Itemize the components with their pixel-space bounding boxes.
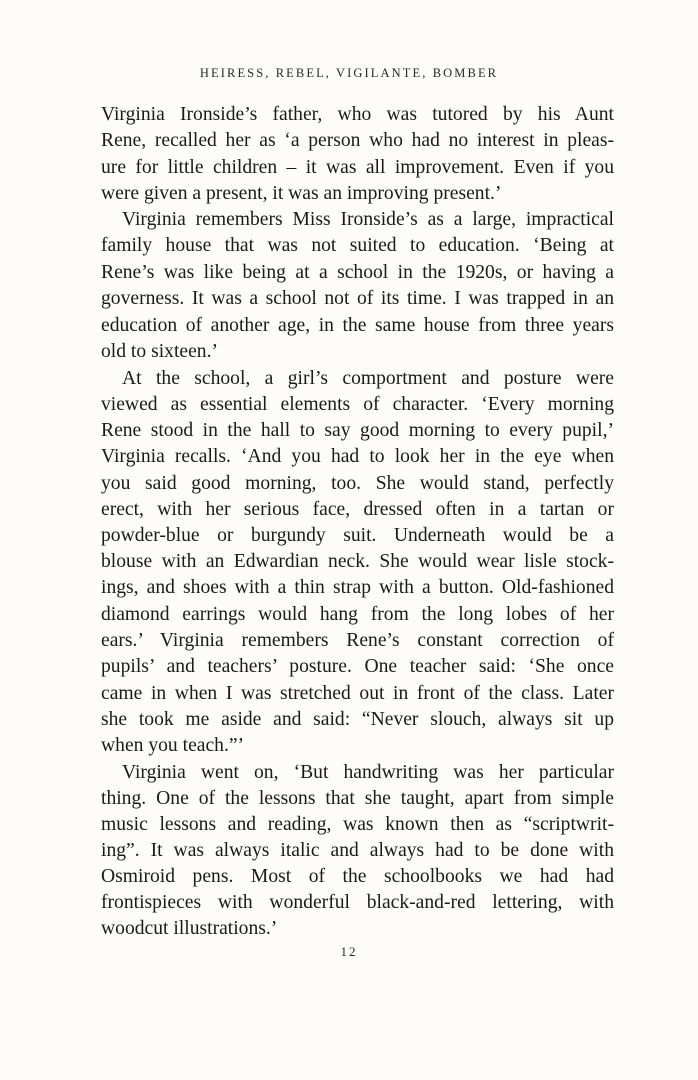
text-line: music lessons and reading, was known then as “scriptwrit- [101, 814, 614, 835]
text-line: Virginia went on, ‘But handwriting was her particular [122, 762, 614, 783]
text-line: ing”. It was always italic and always had to be done with [101, 840, 614, 861]
text-line: Rene’s was like being at a school in the 1920s, or having a [101, 262, 614, 283]
text-line: Virginia Ironside’s father, who was tutored by his Aunt [101, 104, 614, 125]
text-line: when you teach.”’ [101, 735, 245, 756]
text-line: she took me aside and said: “Never slouch, always sit up [101, 709, 614, 730]
text-line: family house that was not suited to education. ‘Being at [101, 235, 614, 256]
text-line: erect, with her serious face, dressed often in a tartan or [101, 499, 614, 520]
text-line: diamond earrings would hang from the long lobes of her [101, 604, 614, 625]
text-line: Rene stood in the hall to say good morning to every pupil,’ [101, 420, 614, 441]
text-line: ings, and shoes with a thin strap with a button. Old-fashioned [101, 577, 614, 598]
text-line: powder-blue or burgundy suit. Underneath would be a [101, 525, 614, 546]
text-line: thing. One of the lessons that she taught, apart from simple [101, 788, 614, 809]
text-line: came in when I was stretched out in front of the class. Later [101, 683, 614, 704]
text-line: viewed as essential elements of character. ‘Every morning [101, 394, 614, 415]
text-line: governess. It was a school not of its time. I was trapped in an [101, 288, 614, 309]
text-line: woodcut illustrations.’ [101, 918, 278, 939]
text-line: Virginia recalls. ‘And you had to look her in the eye when [101, 446, 614, 467]
text-line: you said good morning, too. She would stand, perfectly [101, 473, 614, 494]
running-head: HEIRESS, REBEL, VIGILANTE, BOMBER [199, 66, 499, 80]
text-line: Rene, recalled her as ‘a person who had no interest in pleas- [101, 130, 614, 151]
text-line: ure for little children – it was all improvement. Even if you [101, 157, 614, 178]
text-line: Osmiroid pens. Most of the schoolbooks we had had [101, 866, 614, 887]
text-line: blouse with an Edwardian neck. She would wear lisle stock- [101, 551, 614, 572]
text-line: ears.’ Virginia remembers Rene’s constant correction of [101, 630, 614, 651]
text-line: frontispieces with wonderful black-and-red lettering, with [101, 892, 614, 913]
page-number: 12 [340, 944, 358, 959]
text-line: education of another age, in the same house from three years [101, 315, 614, 336]
text-line: At the school, a girl’s comportment and posture were [122, 368, 614, 389]
text-line: Virginia remembers Miss Ironside’s as a large, impractical [122, 209, 614, 230]
text-line: were given a present, it was an improving present.’ [101, 183, 502, 204]
text-line: old to sixteen.’ [101, 341, 218, 362]
text-line: pupils’ and teachers’ posture. One teacher said: ‘She once [101, 656, 614, 677]
